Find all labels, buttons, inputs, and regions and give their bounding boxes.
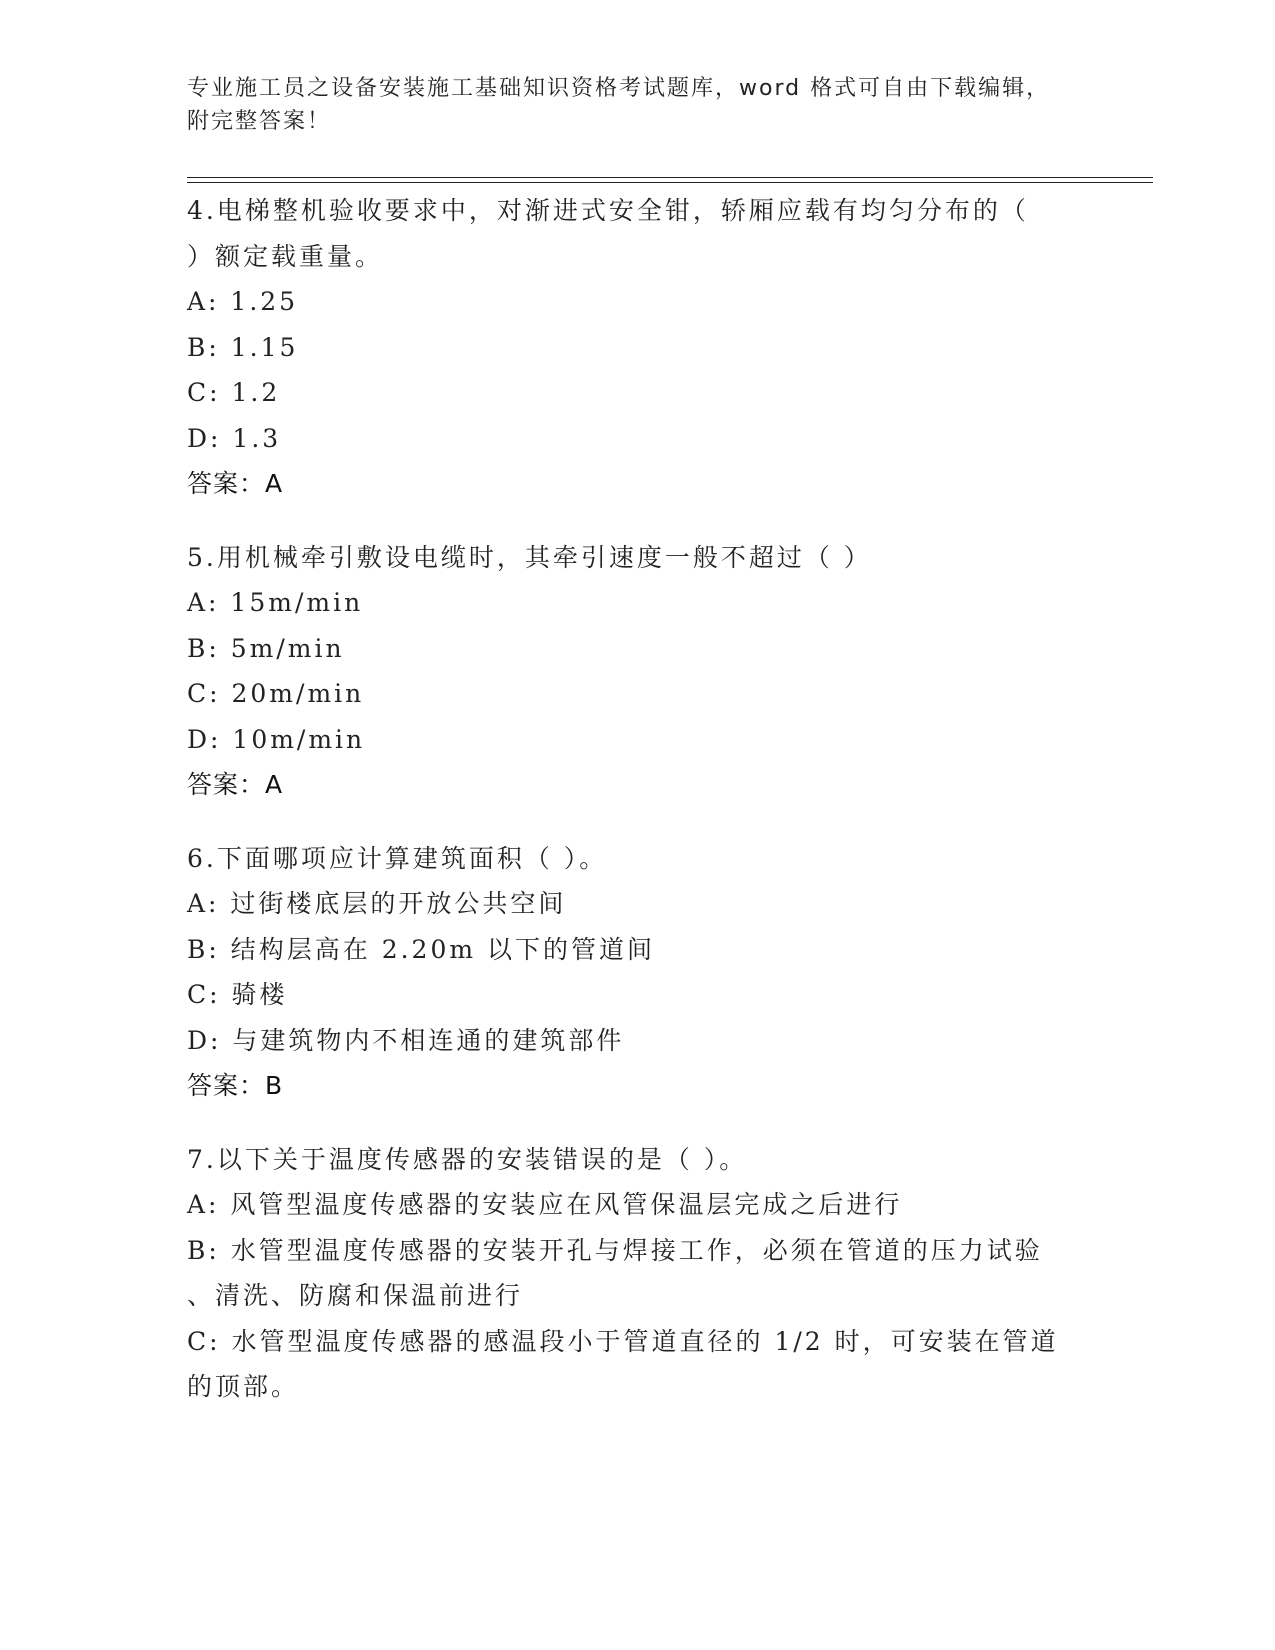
question-list [187, 188, 1087, 1438]
question-stem: 7.以下关于温度传感器的安装错误的是（ ）。 [187, 1144, 748, 1174]
option-d: D: 与建筑物内不相连通的建筑部件 [187, 1025, 625, 1055]
question-stem: 5.用机械牵引敷设电缆时，其牵引速度一般不超过（ ） [187, 542, 872, 572]
header-divider-bottom [187, 182, 1153, 183]
option-a: A: 风管型温度传感器的安装应在风管保温层完成之后进行 [187, 1190, 903, 1219]
answer: 答案：A [187, 770, 284, 799]
option-b-continued: 、清洗、防腐和保温前进行 [187, 1281, 524, 1310]
option-d: D: 10m/min [187, 724, 366, 754]
option-a: A: 1.25 [187, 287, 299, 316]
option-b: B: 结构层高在 2.20m 以下的管道间 [187, 934, 656, 964]
answer: 答案：B [187, 1071, 284, 1100]
header-line-1: 专业施工员之设备安装施工基础知识资格考试题库，word 格式可自由下载编辑， [187, 76, 1051, 101]
question-7 [187, 1137, 1087, 1410]
option-a: A: 15m/min [187, 588, 364, 617]
option-c: C: 骑楼 [187, 980, 288, 1009]
document-header [187, 72, 1067, 138]
header-line-2: 附完整答案！ [187, 109, 332, 134]
option-b: B: 1.15 [187, 332, 299, 362]
question-4 [187, 188, 1087, 507]
option-d: D: 1.3 [187, 423, 282, 453]
option-c: C: 水管型温度传感器的感温段小于管道直径的 1/2 时，可安装在管道 [187, 1326, 1059, 1356]
answer: 答案：A [187, 469, 284, 498]
option-c: C: 20m/min [187, 679, 365, 708]
option-c: C: 1.2 [187, 378, 281, 407]
option-c-continued: 的顶部。 [187, 1372, 300, 1401]
question-5 [187, 535, 1087, 808]
question-stem: 6.下面哪项应计算建筑面积（ ）。 [187, 843, 608, 873]
option-b: B: 水管型温度传感器的安装开孔与焊接工作，必须在管道的压力试验 [187, 1235, 1043, 1265]
option-a: A: 过街楼底层的开放公共空间 [187, 889, 567, 918]
question-stem: 4.电梯整机验收要求中，对渐进式安全钳，轿厢应载有均匀分布的（ [187, 196, 1029, 225]
option-b: B: 5m/min [187, 633, 345, 663]
question-6 [187, 836, 1087, 1109]
header-divider-top [187, 177, 1153, 178]
question-stem-continued: ）额定载重量。 [187, 241, 384, 271]
